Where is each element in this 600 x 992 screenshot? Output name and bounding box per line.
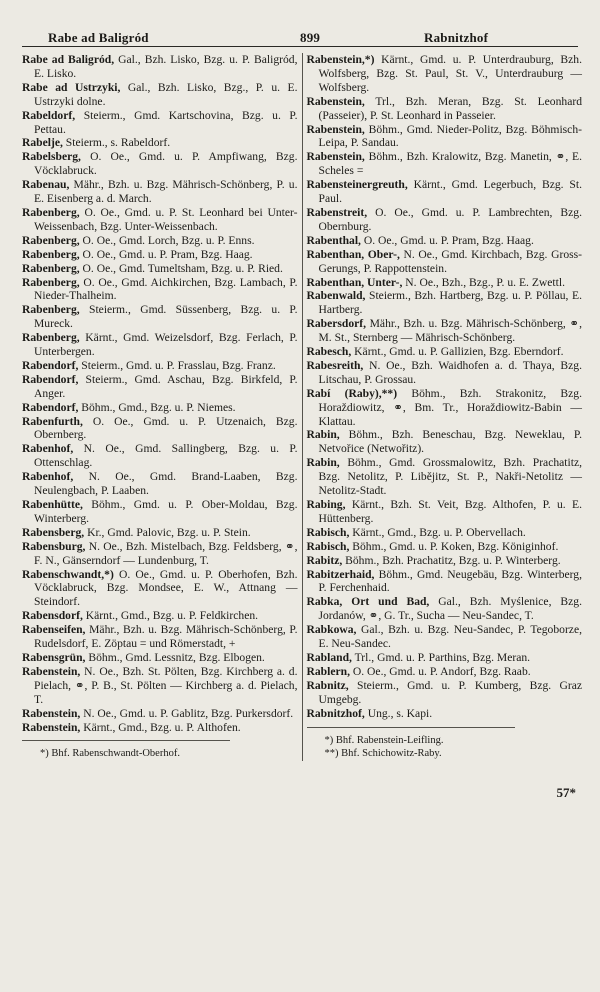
entry-details: N. Oe., Gmd. Sallingberg, Bzg. u. P. Ottenschlag. [34,442,298,470]
entry-details: Böhm., Gmd. Lessnitz, Bzg. Elbogen. [85,650,265,664]
entry-place-name: Rabenthan, Unter-, [306,275,403,289]
gazetteer-entry [22,721,298,735]
entry-details: N. Oe., Gmd. Brand-Laaben, Bzg. Neulengbach, P. Laaben. [34,470,298,498]
gazetteer-entry [307,665,583,679]
gazetteer-entry [307,206,583,234]
entry-details: Ung., s. Kapi. [364,706,433,720]
entry-place-name: Rabenschwandt,*) [22,567,114,581]
entry-details: Gal., Bzh. Lisko, Bzg., P. u. E. Ustrzyki dolne. [34,80,298,108]
entry-details: Gal., Bzh. Lisko, Bzg. u. P. Baligród, E. Lisko. [34,53,298,80]
entry-details: Mähr., Bzh. u. Bzg. Mährisch-Schönberg, P. u. E. Eisenberg a. d. March. [34,178,298,206]
entry-details: Böhm., Bzh. Kralowitz, Bzg. Manetin, ⚭, E. Scheles = [318,150,582,178]
gazetteer-entry [307,289,583,317]
entry-place-name: Rabisch, [306,525,350,539]
gazetteer-entry [307,248,583,276]
gazetteer-entry [22,262,298,276]
entry-place-name: Rabkowa, [306,623,357,637]
right-column [303,53,583,800]
gazetteer-entry [22,609,298,623]
footnote: *) Bhf. Rabenstein-Leifling. [324,734,444,746]
entry-place-name: Rabí (Raby),**) [306,386,398,400]
entry-place-name: Rabenberg, [22,303,80,317]
left-entry-list [22,53,298,734]
entry-details: Böhm., Gmd. u. P. Koken, Bzg. Königinhof. [349,539,559,553]
entry-place-name: Rabin, [306,456,340,470]
gazetteer-entry [22,109,298,137]
gazetteer-entry [307,595,583,623]
gazetteer-entry [22,707,298,721]
entry-details: O. Oe., Gmd. Lorch, Bzg. u. P. Enns. [79,233,255,247]
entry-place-name: Rabenseifen, [22,623,86,637]
entry-place-name: Rabitzerhaid, [306,567,375,581]
entry-details: Steierm., Gmd. u. P. Frasslau, Bzg. Franz. [78,358,276,372]
entry-details: Steierm., s. Rabeldorf. [62,136,171,150]
entry-place-name: Rabnitz, [306,678,349,692]
entry-place-name: Rabenau, [22,178,70,192]
entry-place-name: Rabnitzhof, [306,706,365,720]
entry-place-name: Rabelje, [22,136,63,150]
entry-details: O. Oe., Gmd. Tumeltsham, Bzg. u. P. Ried. [79,261,283,275]
gazetteer-entry [307,428,583,456]
entry-place-name: Rabensburg, [22,539,86,553]
page-number: 899 [300,30,321,45]
gazetteer-entry [22,568,298,610]
entry-details: O. Oe., Gmd. u. P. St. Leonhard bei Unter-Weissenbach, Bzg. Unter-Weissenbach. [34,205,298,233]
entry-details: O. Oe., Gmd. u. P. Pram, Bzg. Haag. [79,247,253,261]
gazetteer-entry [22,442,298,470]
entry-details: N. Oe., Gmd. Kirchbach, Bzg. Gross-Gerungs, P. Rappottenstein. [318,247,583,275]
footnote: *) Bhf. Rabenschwandt-Oberhof. [40,748,180,760]
entry-details: Kärnt., Gmd. Weizelsdorf, Bzg. Ferlach, P. Unterbergen. [34,331,298,359]
entry-details: Trl., Bzh. Meran, Bzg. St. Leonhard (Passeier), P. St. Leonhard in Passeier. [318,94,582,122]
entry-place-name: Rabe ad Baligród, [22,53,115,66]
entry-details: Steierm., Gmd. u. P. Kumberg, Bzg. Graz Umgebg. [318,678,582,706]
entry-place-name: Rabenberg, [22,233,80,247]
gazetteer-entry [307,623,583,651]
gazetteer-entry [22,303,298,331]
right-entry-list [307,53,583,721]
entry-place-name: Rabenberg, [22,261,80,275]
left-footnotes [22,740,230,761]
entry-details: N. Oe., Bzh. Mistelbach, Bzg. Feldsberg, ⚭, F. N., Gänserndorf — Lundenburg, T. [34,539,298,567]
entry-place-name: Rabe ad Ustrzyki, [22,80,121,94]
gazetteer-columns [22,53,583,800]
gazetteer-entry [22,136,298,150]
entry-details: Kr., Gmd. Palovic, Bzg. u. P. Stein. [84,525,251,539]
entry-place-name: Rabenthan, Ober-, [306,247,400,261]
gazetteer-entry [22,359,298,373]
entry-details: Kärnt., Gmd., Bzg. u. P. Feldkirchen. [82,609,259,623]
gazetteer-entry [22,665,298,707]
gazetteer-entry [22,248,298,262]
entry-place-name: Rabenberg, [22,275,80,289]
entry-place-name: Rabendorf, [22,358,79,372]
gazetteer-entry [307,317,583,345]
entry-place-name: Rabenwald, [306,289,366,303]
gazetteer-entry [307,150,583,178]
gazetteer-entry [307,456,583,498]
entry-details: Kärnt., Gmd. u. P. Unterdrauburg, Bzh. Wolfsberg, Bzg. St. Paul, St. V., Unterdrauburg — Wolfsberg. [318,53,582,94]
entry-place-name: Rabitz, [306,553,343,567]
entry-place-name: Rablern, [306,664,350,678]
entry-place-name: Rabensdorf, [22,609,83,623]
gazetteer-entry [307,707,583,721]
gazetteer-entry [307,178,583,206]
entry-place-name: Rabenberg, [22,247,80,261]
entry-details: Mähr., Bzh. u. Bzg. Mährisch-Schönberg, ⚭, M. St., Sternberg — Mährisch-Schönberg. [318,317,582,345]
gazetteer-entry [307,526,583,540]
gazetteer-entry [22,53,298,81]
gazetteer-entry [307,123,583,151]
entry-details: O. Oe., Gmd. u. P. Lambrechten, Bzg. Obernburg. [318,205,582,233]
entry-place-name: Rabin, [306,428,340,442]
entry-details: N. Oe., Bzh. St. Pölten, Bzg. Kirchberg a. d. Pielach, ⚭, P. B., St. Pölten — Kirchberg a. d. Pielach, T. [34,664,298,706]
entry-place-name: Rabka, Ort und Bad, [306,595,430,609]
entry-place-name: Rabenstein, [306,94,365,108]
gazetteer-entry [307,651,583,665]
entry-place-name: Rabenstreit, [306,205,368,219]
entry-details: O. Oe., Gmd. u. P. Utzenaich, Bzg. Obernberg. [34,414,298,442]
entry-details: Steierm., Bzh. Hartberg, Bzg. u. P. Pöllau, E. Hartberg. [318,289,582,317]
gazetteer-entry [307,276,583,290]
entry-details: Steierm., Gmd. Süssenberg, Bzg. u. P. Mureck. [34,303,298,331]
gazetteer-entry [307,679,583,707]
entry-details: Gal., Bzh. Myślenice, Bzg. Jordanów, ⚭, G. Tr., Sucha — Neu-Sandec, T. [318,595,582,623]
right-footnotes [307,727,515,761]
entry-place-name: Rabenstein, [306,150,365,164]
entry-place-name: Rabenstein, [306,122,365,136]
gazetteer-entry [22,234,298,248]
entry-place-name: Rabenberg, [22,205,80,219]
header-right-catchword: Rabnitzhof [424,30,489,45]
gazetteer-entry [307,387,583,429]
entry-place-name: Rabensberg, [22,525,85,539]
entry-place-name: Rabenberg, [22,331,80,345]
entry-details: Böhm., Gmd., Bzg. u. P. Niemes. [78,400,236,414]
running-header [22,24,578,47]
gazetteer-entry [307,345,583,359]
entry-details: N. Oe., Gmd. u. P. Gablitz, Bzg. Purkersdorf. [80,706,294,720]
gazetteer-entry [22,540,298,568]
entry-details: O. Oe., Gmd. Aichkirchen, Bzg. Lambach, P. Nieder-Thalheim. [34,275,298,303]
entry-place-name: Rabendorf, [22,372,79,386]
entry-place-name: Rabenstein, [22,706,81,720]
gazetteer-entry [307,95,583,123]
gazetteer-entry [22,178,298,206]
entry-place-name: Rabenhof, [22,470,74,484]
entry-details: Kärnt., Gmd. Legerbuch, Bzg. St. Paul. [318,178,582,206]
entry-place-name: Rabeldorf, [22,108,76,122]
entry-details: Böhm., Bzh. Strakonitz, Bzg. Horaždiowitz, ⚭, Bm. Tr., Horaždiowitz-Babin — Klattau. [318,386,582,428]
entry-details: Trl., Gmd. u. P. Parthins, Bzg. Meran. [351,650,531,664]
entry-details: O. Oe., Gmd. u. P. Oberhofen, Bzh. Vöcklabruck, Bzg. Mondsee, E. W., Attnang — Steindorf. [34,567,298,609]
entry-place-name: Rabensgrün, [22,650,86,664]
gazetteer-entry [22,526,298,540]
entry-place-name: Rabesch, [306,345,352,359]
gazetteer-entry [307,53,583,95]
gazetteer-entry [307,554,583,568]
entry-place-name: Rabenfurth, [22,414,83,428]
entry-details: O. Oe., Gmd. u. P. Ampfiwang, Bzg. Vöcklabruck. [34,150,298,178]
header-left-catchword: Rabe ad Baligród [48,30,149,45]
entry-details: O. Oe., Gmd. u. P. Andorf, Bzg. Raab. [349,664,531,678]
gazetteer-entry [307,540,583,554]
gazetteer-entry [22,150,298,178]
gazetteer-entry [22,373,298,401]
entry-details: Böhm., Gmd. Grossmalowitz, Bzh. Prachatitz, Bzg. Netolitz, P. Libějitz, St. P., Nakři-Netolitz — Netolitz-Stadt. [318,456,582,498]
entry-details: Mähr., Bzh. u. Bzg. Mährisch-Schönberg, P. Rudelsdorf, E. Zöptau = und Römerstadt, + [34,623,298,651]
entry-details: Böhm., Bzh. Prachatitz, Bzg. u. P. Winterberg. [342,553,561,567]
entry-details: Gal., Bzh. u. Bzg. Neu-Sandec, P. Tegoborze, E. Neu-Sandec. [318,623,582,651]
entry-details: Kärnt., Bzh. St. Veit, Bzg. Althofen, P. u. E. Hüttenberg. [318,498,582,525]
signature-mark: 57* [556,784,576,800]
gazetteer-entry [307,359,583,387]
entry-details: Kärnt., Gmd., Bzg. u. P. Obervellach. [349,525,526,539]
entry-place-name: Rabenstein, [22,720,81,734]
entry-details: N. Oe., Bzh. Waidhofen a. d. Thaya, Bzg. Litschau, P. Grossau. [318,358,582,386]
gazetteer-entry [22,331,298,359]
entry-details: Böhm., Gmd. Neugebäu, Bzg. Winterberg, P. Ferchenhaid. [318,567,582,595]
entry-place-name: Rabesreith, [306,358,364,372]
entry-place-name: Rabenstein, [22,664,81,678]
gazetteer-entry [307,568,583,596]
entry-details: Steierm., Gmd. Aschau, Bzg. Birkfeld, P. Anger. [34,372,298,400]
entry-details: Böhm., Gmd. u. P. Ober-Moldau, Bzg. Winterberg. [34,498,298,525]
entry-place-name: Rabensteinergreuth, [306,178,408,192]
entry-place-name: Rabelsberg, [22,150,81,164]
gazetteer-entry [22,276,298,304]
left-column [22,53,303,761]
entry-place-name: Rabenthal, [306,233,361,247]
entry-place-name: Rabendorf, [22,400,79,414]
entry-details: Kärnt., Gmd., Bzg. u. P. Althofen. [80,720,241,734]
entry-place-name: Rabisch, [306,539,350,553]
entry-place-name: Rabenhütte, [22,498,83,511]
entry-details: N. Oe., Bzh., Bzg., P. u. E. Zwettl. [402,275,565,289]
entry-place-name: Rabing, [306,498,346,511]
gazetteer-entry [307,498,583,526]
gazetteer-entry [307,234,583,248]
entry-place-name: Rabenstein,*) [306,53,375,66]
entry-place-name: Rabersdorf, [306,317,367,331]
gazetteer-entry [22,651,298,665]
entry-place-name: Rabland, [306,650,352,664]
entry-place-name: Rabenhof, [22,442,74,456]
entry-details: Böhm., Bzh. Beneschau, Bzg. Neweklau, P. Netvořice (Netwořitz). [318,428,582,456]
gazetteer-entry [22,415,298,443]
entry-details: O. Oe., Gmd. u. P. Pram, Bzg. Haag. [360,233,534,247]
gazetteer-entry [22,623,298,651]
gazetteer-entry [22,470,298,498]
gazetteer-entry [22,498,298,526]
entry-details: Steierm., Gmd. Kartschovina, Bzg. u. P. Pettau. [34,108,298,136]
entry-details: Kärnt., Gmd. u. P. Gallizien, Bzg. Eberndorf. [351,345,564,359]
gazetteer-entry [22,81,298,109]
gazetteer-entry [22,206,298,234]
footnote: **) Bhf. Schichowitz-Raby. [324,748,442,759]
entry-details: Böhm., Gmd. Nieder-Politz, Bzg. Böhmisch-Leipa, P. Sandau. [318,122,582,150]
gazetteer-entry [22,401,298,415]
